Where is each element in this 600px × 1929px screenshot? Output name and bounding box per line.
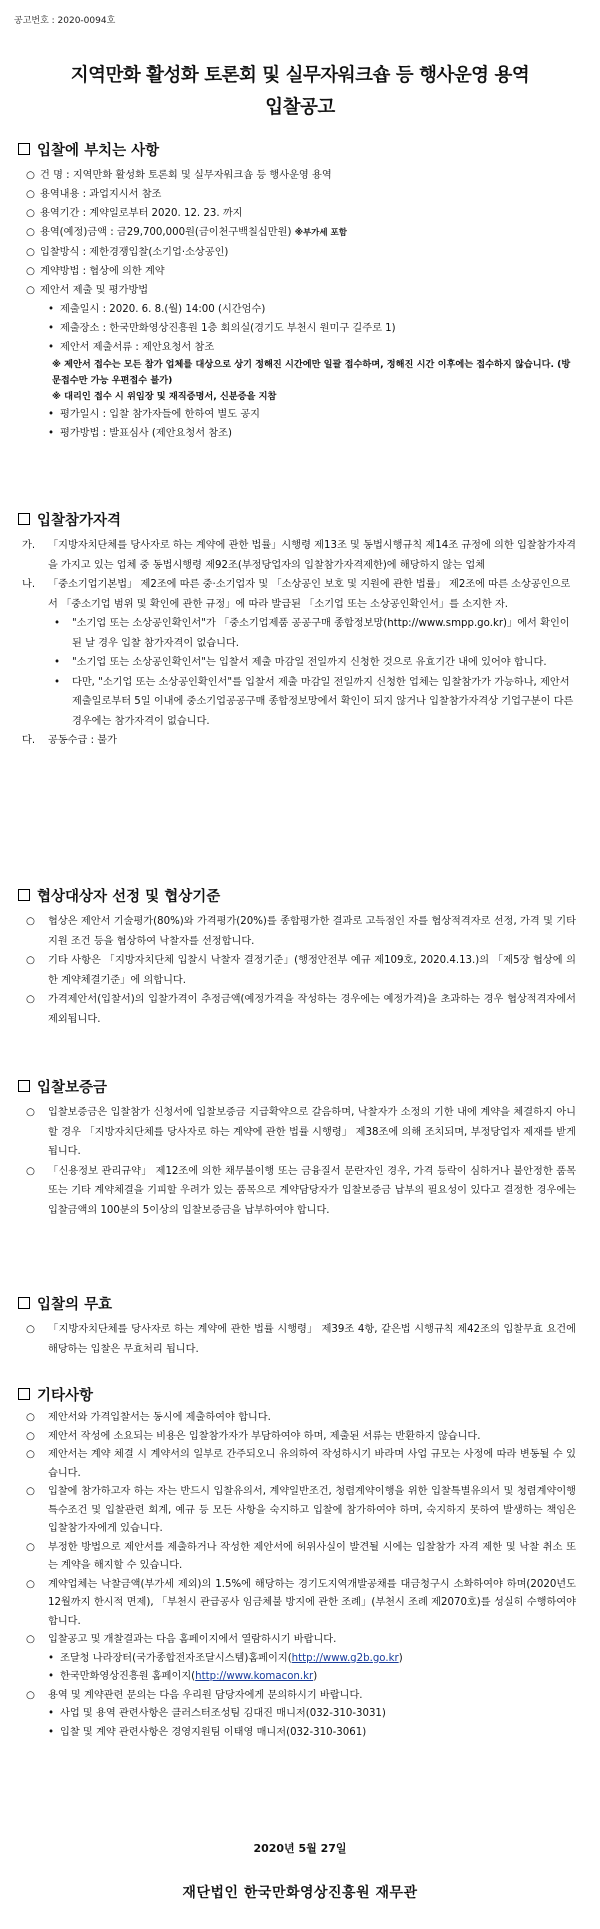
section-misc <box>18 1383 576 1742</box>
circle-bullet-icon: ○ <box>26 1689 35 1701</box>
circle-bullet-icon: ○ <box>26 227 35 238</box>
dot-bullet-icon: • <box>48 342 55 353</box>
list-item: ○ 부정한 방법으로 제안서를 제출하거나 작성한 제안서에 허위사실이 발견될 시에는 입찰참가 자격 제한 및 낙찰 취소 또는 계약을 해지할 수 있습니다. <box>18 1539 576 1576</box>
lettered-item: 다. 공동수급 : 불가 <box>22 735 117 746</box>
list-item: ○ 입찰에 참가하고자 하는 자는 반드시 입찰유의서, 계약일반조건, 청렴계약이행을 위한 입찰특별유의서 및 청렴계약이행 특수조건 및 입찰관련 회계, 예규 등 모든 사항을 숙지하고 입찰에 참가하여야 하며, 숙지하지 못하여 발생하는 책임은 입찰참가자에게 있습니다. <box>18 1483 576 1539</box>
list-item: ○ 입찰방식 : 제한경쟁입찰(소기업·소상공인) <box>18 243 576 262</box>
dot-bullet-icon: • <box>54 657 61 668</box>
circle-bullet-icon: ○ <box>26 1449 35 1460</box>
list-item: ○ 건 명 : 지역만화 활성화 토론회 및 실무자워크숍 등 행사운영 용역 <box>18 166 576 185</box>
section-bid-items <box>18 138 576 443</box>
title-line-1: 지역만화 활성화 토론회 및 실무자워크숍 등 행사운영 용역 <box>70 65 530 86</box>
sub-item: • 제안서 제출서류 : 제안요청서 참조 <box>18 338 576 357</box>
sub-item: • 제출장소 : 한국만화영상진흥원 1층 회의실(경기도 부천시 원미구 길주로 1) <box>18 319 576 338</box>
list-item: ○ 제안서와 가격입찰서는 동시에 제출하여야 합니다. <box>18 1409 576 1428</box>
sub-item: • 제출일시 : 2020. 6. 8.(월) 14:00 (시간엄수) <box>18 300 576 319</box>
circle-bullet-icon: ○ <box>26 208 35 219</box>
list-item: ○ 계약업체는 낙찰금액(부가세 제외)의 1.5%에 해당하는 경기도지역개발공채를 대금청구시 소화하여야 하며(2020년도 12월까지 한시적 면제), 「부천시 관급공사 임금체불 방지에 관한 조례」(부천시 조례 제2070호)를 성실히 수행하여야 합니다. <box>18 1576 576 1632</box>
circle-bullet-icon: ○ <box>26 170 35 181</box>
sub-item: • 평가방법 : 발표심사 (제안요청서 참조) <box>18 424 576 443</box>
list-item: ○ 제안서는 계약 체결 시 계약서의 일부로 간주되오니 유의하여 작성하시기 바라며 사업 규모는 사정에 따라 변동될 수 있습니다. <box>18 1446 576 1483</box>
list-item: ○ 계약방법 : 협상에 의한 계약 <box>18 262 576 281</box>
lettered-item: 가. 「지방자치단체를 당사자로 하는 계약에 관한 법률」시행령 제13조 및 동법시행규칙 제14조 규정에 의한 입찰참가자격을 가지고 있는 업체 중 동법시행령 제92조(부정당업자의 입찰참가자격제한)에 해당하지 않는 업체 <box>22 540 577 571</box>
square-icon <box>18 889 30 901</box>
contact-item: • 입찰 및 계약 관련사항은 경영지원팀 이태영 매니저(032-310-3061) <box>18 1724 576 1743</box>
list-item: ○ 용역(예정)금액 : 금29,700,000원(금이천구백칠십만원) ※부가세 포함 <box>18 223 576 243</box>
section-heading: 입찰에 부치는 사항 <box>18 138 576 160</box>
list-item: ○ 제안서 작성에 소요되는 비용은 입찰참가자가 부담하여야 하며, 제출된 서류는 반환하지 않습니다. <box>18 1428 576 1447</box>
sub-item: • "소기업 또는 소상공인확인서"가 「중소기업제품 공공구매 종합정보망(http://www.smpp.go.kr)」에서 확인이 된 날 경우 입찰 참가자격이 없습니다. <box>18 614 576 653</box>
list-item: ○ 「신용정보 관리규약」 제12조에 의한 채무불이행 또는 금융질서 문란자인 경우, 가격 등락이 심하거나 불안정한 품목 또는 기타 계약체결을 기피할 우려가 있는 품목으로 계약담당자가 입찰보증금 납부의 필요성이 있다고 결정한 경우에는 입찰금액의 100분의 5이상의 입찰보증금을 납부하여야 합니다. <box>18 1162 576 1221</box>
section-heading: 입찰참가자격 <box>18 508 576 530</box>
circle-bullet-icon: ○ <box>26 1324 35 1335</box>
circle-bullet-icon: ○ <box>26 1578 35 1590</box>
list-item: ○ 기타 사항은 「지방자치단체 입찰시 낙찰자 결정기준」(행정안전부 예규 제109호, 2020.4.13.)의 「제5장 협상에 의한 계약체결기준」에 의합니다. <box>18 951 576 990</box>
lettered-item: 나. 「중소기업기본법」 제2조에 따른 중·소기업자 및 「소상공인 보호 및 지원에 관한 법률」 제2조에 따른 소상공인으로서 「중소기업 범위 및 확인에 관한 규정」에 따라 발급된 「소기업 또는 소상공인확인서」를 소지한 자. <box>22 579 571 610</box>
list-item: ○ 가격제안서(입찰서)의 입찰가격이 추정금액(예정가격을 작성하는 경우에는 예정가격)을 초과하는 경우 협상적격자에서 제외됩니다. <box>18 990 576 1029</box>
circle-bullet-icon: ○ <box>26 1165 35 1177</box>
circle-bullet-icon: ○ <box>26 247 35 258</box>
section-qualification <box>18 508 576 751</box>
dot-bullet-icon: • <box>48 428 55 439</box>
dot-bullet-icon: • <box>48 1708 55 1719</box>
circle-bullet-icon: ○ <box>26 1107 35 1118</box>
sub-item: • 다만, "소기업 또는 소상공인확인서"를 입찰서 제출 마감일 전일까지 신청한 업체는 입찰참가가 가능하나, 제안서 제출일로부터 5일 이내에 중소기업공공구매 종합정보망에서 확인이 되지 않거나 입찰참가자격상 기업구분이 다른 경우에는 참가자격이 없습니다. <box>18 673 576 732</box>
section-invalid-bid <box>18 1292 576 1359</box>
circle-bullet-icon: ○ <box>26 189 35 200</box>
vat-note: ※부가세 포함 <box>294 228 347 238</box>
circle-bullet-icon: ○ <box>26 285 35 296</box>
list-item: ○ 용역내용 : 과업지시서 참조 <box>18 185 576 204</box>
contact-item: • 사업 및 용역 관련사항은 클러스터조성팀 김대진 매니저(032-310-3031) <box>18 1705 576 1724</box>
list-item: ○ 제안서 제출 및 평가방법 <box>18 281 576 300</box>
page-title <box>0 60 600 124</box>
section-negotiation <box>18 884 576 1029</box>
list-item: ○ 「지방자치단체를 당사자로 하는 계약에 관한 법률 시행령」 제39조 4항, 같은법 시행규칙 제42조의 입찰무효 요건에 해당하는 입찰은 무효처리 됩니다. <box>18 1320 576 1359</box>
circle-bullet-icon: ○ <box>26 1541 35 1553</box>
circle-bullet-icon: ○ <box>26 955 35 966</box>
notice-number: 공고번호 : 2020-0094호 <box>14 16 116 26</box>
list-item: ○ 입찰보증금은 입찰참가 신청서에 입찰보증금 지급확약으로 갈음하며, 낙찰자가 소정의 기한 내에 계약을 체결하지 아니할 경우 「지방자치단체를 당사자로 하는 계약에 관한 법률 시행령」 제38조에 의해 조치되며, 부정당업자 제재를 받게 됩니다. <box>18 1103 576 1162</box>
list-item: ○ 협상은 제안서 기술평가(80%)와 가격평가(20%)를 종합평가한 결과로 고득점인 자를 협상적격자로 선정, 가격 및 기타 지원 조건 등을 협상하여 낙찰자를 선정합니다. <box>18 912 576 951</box>
notice-date: 2020년 5월 27일 <box>253 1842 347 1855</box>
circle-bullet-icon: ○ <box>26 1430 35 1442</box>
section-bid-bond <box>18 1075 576 1220</box>
dot-bullet-icon: • <box>48 1671 55 1682</box>
circle-bullet-icon: ○ <box>26 994 35 1005</box>
circle-bullet-icon: ○ <box>26 1486 35 1497</box>
link-item: • 한국만화영상진흥원 홈페이지(http://www.komacon.kr) <box>18 1668 576 1687</box>
dot-bullet-icon: • <box>48 1726 55 1738</box>
square-icon <box>18 1297 30 1309</box>
section-heading: 협상대상자 선정 및 협상기준 <box>18 884 576 906</box>
dot-bullet-icon: • <box>48 1652 55 1664</box>
dot-bullet-icon: • <box>48 409 55 420</box>
square-icon <box>18 143 30 155</box>
dot-bullet-icon: • <box>54 618 61 629</box>
sub-item: • 평가일시 : 입찰 참가자들에 한하여 별도 공지 <box>18 405 576 424</box>
list-item: ○ 용역 및 계약관련 문의는 다음 우리원 담당자에게 문의하시기 바랍니다. <box>18 1687 576 1706</box>
note-text: ※ 제안서 접수는 모든 참가 업체를 대상으로 상기 정해진 시간에만 일괄 접수하며, 정해진 시간 이후에는 접수하지 않습니다. (방문접수만 가능 우편접수 불가) <box>52 359 571 386</box>
circle-bullet-icon: ○ <box>26 1412 35 1423</box>
g2b-link[interactable]: http://www.g2b.go.kr <box>291 1652 399 1664</box>
circle-bullet-icon: ○ <box>26 1634 35 1645</box>
dot-bullet-icon: • <box>48 304 55 315</box>
square-icon <box>18 513 30 525</box>
issuer-name: 재단법인 한국만화영상진흥원 재무관 <box>182 1885 418 1901</box>
sub-item: • "소기업 또는 소상공인확인서"는 입찰서 제출 마감일 전일까지 신청한 것으로 유효기간 내에 있어야 합니다. <box>18 653 576 673</box>
link-item: • 조달청 나라장터(국가종합전자조달시스템)홈페이지(http://www.g2b.go.kr) <box>18 1650 576 1669</box>
section-heading: 입찰보증금 <box>18 1075 576 1097</box>
circle-bullet-icon: ○ <box>26 266 35 277</box>
komacon-link[interactable]: http://www.komacon.kr <box>195 1671 314 1682</box>
circle-bullet-icon: ○ <box>26 916 35 927</box>
section-heading: 기타사항 <box>18 1383 576 1405</box>
dot-bullet-icon: • <box>48 323 55 334</box>
note-text: ※ 대리인 접수 시 위임장 및 재직증명서, 신분증을 지참 <box>52 391 277 402</box>
list-item: ○ 용역기간 : 계약일로부터 2020. 12. 23. 까지 <box>18 204 576 223</box>
dot-bullet-icon: • <box>54 676 61 688</box>
square-icon <box>18 1080 30 1092</box>
title-line-2: 입찰공고 <box>265 97 335 118</box>
square-icon <box>18 1388 30 1400</box>
section-heading: 입찰의 무효 <box>18 1292 576 1314</box>
list-item: ○ 입찰공고 및 개찰결과는 다음 홈페이지에서 열람하시기 바랍니다. <box>18 1631 576 1650</box>
